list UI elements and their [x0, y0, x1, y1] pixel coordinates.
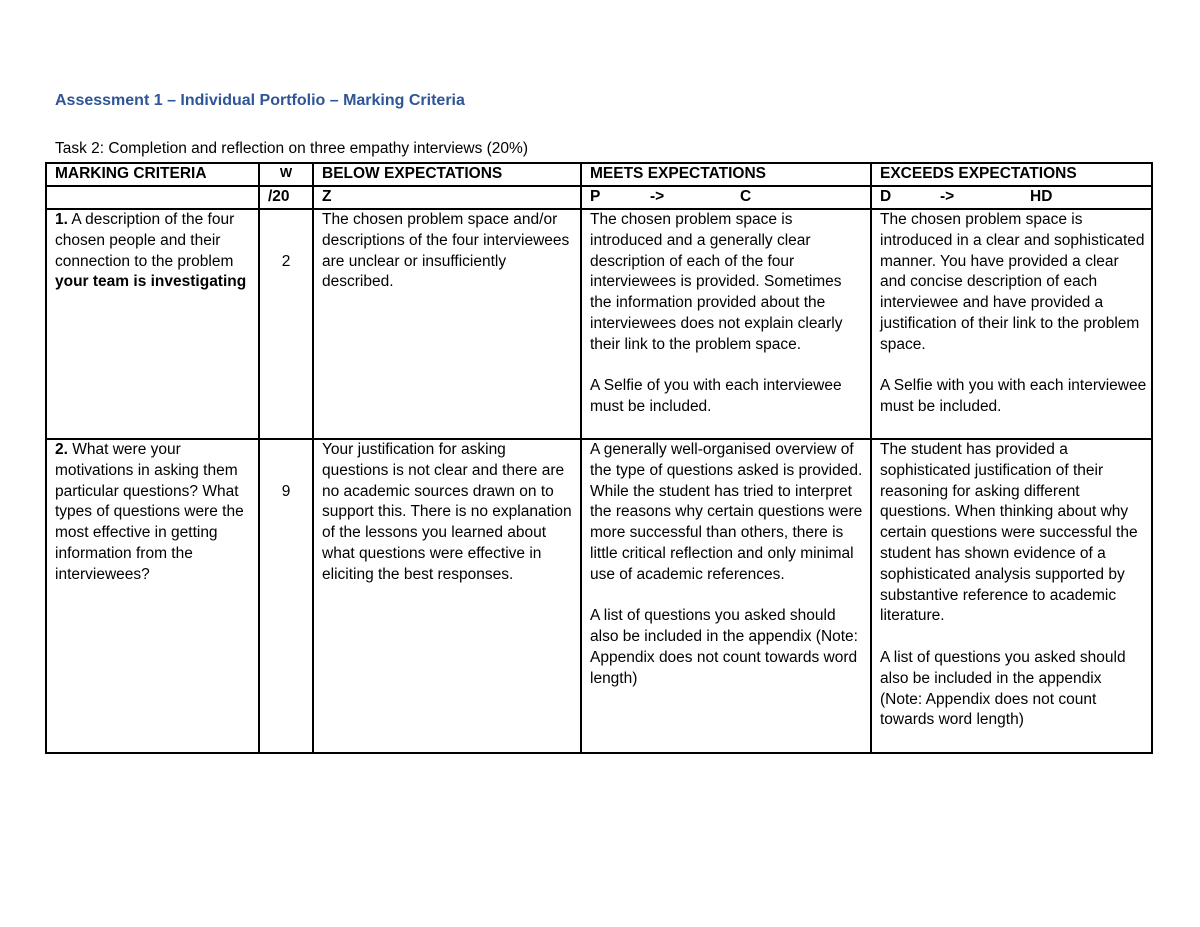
marking-criteria-table [45, 162, 1153, 754]
meets-expectations-cell [581, 209, 871, 439]
weight-out-of: /20 [259, 186, 313, 209]
exceeds-expectations-note: A list of questions you asked should also be included in the appendix (Note: Appendix does not count towards word length) [880, 648, 1126, 729]
criteria-row [46, 439, 1152, 753]
exceeds-expectations-note: A Selfie with you with each interviewee must be included. [880, 377, 1147, 416]
below-expectations-text: The chosen problem space and/or descriptions of the four interviewees are unclear or insufficiently described. [322, 211, 570, 291]
below-expectations-text: Your justification for asking questions is not clear and there are no academic sources drawn on to support this. There is no explanation of the lessons you learned about what questions were effective in eliciting the best responses. [322, 441, 572, 583]
exceeds-expectations-text: The student has provided a sophisticated justification of their reasoning for asking different questions. When thinking about why certain questions were successful the student has shown evidence of a sophisticated analysis supported by substantive reference to academic literature. [880, 441, 1138, 625]
weight-value: 2 [281, 253, 291, 270]
meets-expectations-text: A generally well-organised overview of the type of questions asked is provided. While the student has tried to interpret the reasons why certain questions were more successful than others, there is little critical reflection and only minimal use of academic references. [590, 441, 863, 583]
criteria-row [46, 209, 1152, 439]
meets-expectations-text: The chosen problem space is introduced and a generally clear description of each of the four interviewees is provided. Sometimes the information provided about the interviewees does not explain clearly their link to the problem space. [590, 211, 843, 353]
exceeds-expectations-cell [871, 439, 1152, 753]
grade-band-empty-cell [46, 186, 259, 209]
meets-expectations-note: A list of questions you asked should also be included in the appendix (Note: Appendix does not count towards word length) [590, 607, 858, 687]
arrow-icon: -> [940, 188, 955, 205]
header-marking-criteria: MARKING CRITERIA [46, 163, 259, 186]
grade-band-exceeds [871, 186, 1152, 209]
header-exceeds-expectations: EXCEEDS EXPECTATIONS [871, 163, 1152, 186]
criteria-description [46, 209, 259, 439]
criteria-weight [259, 209, 313, 439]
header-below-expectations: BELOW EXPECTATIONS [313, 163, 581, 186]
criteria-number: 2. [55, 441, 68, 458]
criteria-text: What were your motivations in asking them particular questions? What types of questions were the most effective in getting information from the interviewees? [55, 441, 244, 583]
document-title: Assessment 1 – Individual Portfolio – Marking Criteria [55, 92, 465, 109]
grade-band-meets [581, 186, 871, 209]
criteria-description [46, 439, 259, 753]
header-row [46, 163, 1152, 186]
arrow-icon: -> [650, 188, 665, 205]
task-description: Task 2: Completion and reflection on three empathy interviews (20%) [55, 140, 528, 157]
grade-distinction: D [880, 188, 892, 205]
criteria-text: A description of the four chosen people and their connection to the problem [55, 211, 235, 270]
below-expectations-cell [313, 209, 581, 439]
weight-value: 9 [281, 483, 291, 500]
grade-band-below: Z [313, 186, 581, 209]
grade-credit: C [740, 188, 752, 205]
exceeds-expectations-text: The chosen problem space is introduced in a clear and sophisticated manner. You have provided a clear and concise description of each interviewee and have provided a justification of their link to the problem space. [880, 211, 1145, 353]
criteria-number: 1. [55, 211, 68, 228]
grade-pass: P [590, 188, 601, 205]
header-weight: W [259, 163, 313, 186]
meets-expectations-cell [581, 439, 871, 753]
below-expectations-cell [313, 439, 581, 753]
criteria-emphasis: your team is investigating [55, 273, 247, 291]
header-meets-expectations: MEETS EXPECTATIONS [581, 163, 871, 186]
grade-band-row [46, 186, 1152, 209]
exceeds-expectations-cell [871, 209, 1152, 439]
grade-high-distinction: HD [1030, 188, 1053, 205]
meets-expectations-note: A Selfie of you with each interviewee must be included. [590, 377, 842, 416]
criteria-weight [259, 439, 313, 753]
